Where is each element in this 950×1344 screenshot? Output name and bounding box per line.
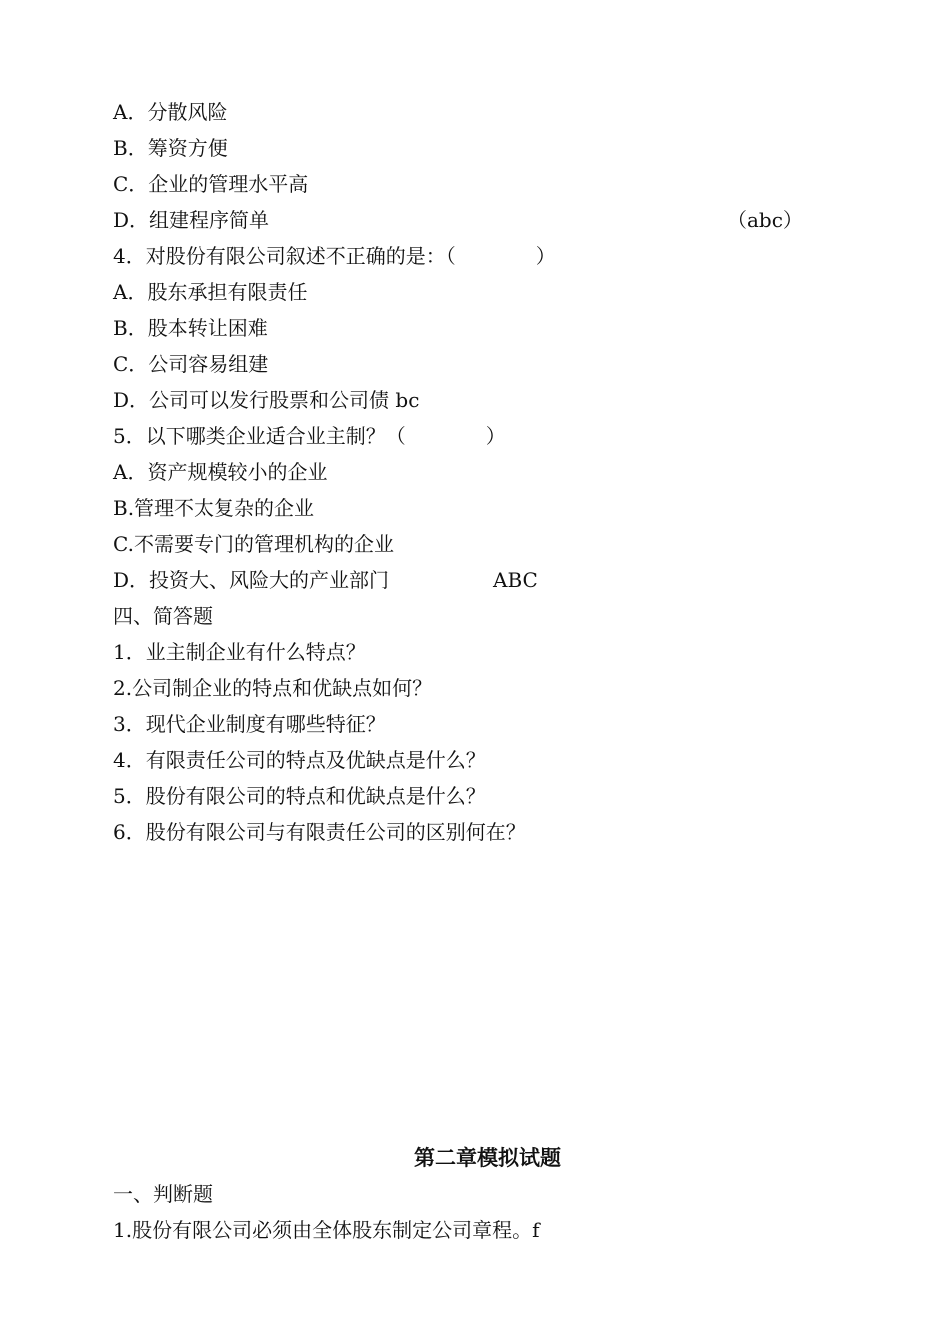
chapter2-title: 第二章模拟试题 xyxy=(414,1146,561,1170)
q3-option-b: B．筹资方便 xyxy=(113,136,228,160)
chapter2-section1-heading: 一、判断题 xyxy=(113,1182,213,1206)
section4-item: 5．股份有限公司的特点和优缺点是什么？ xyxy=(113,784,486,808)
section4-item: 4．有限责任公司的特点及优缺点是什么？ xyxy=(113,748,486,772)
q5-option-a: A．资产规模较小的企业 xyxy=(113,460,328,484)
q4-option-a: A．股东承担有限责任 xyxy=(113,280,308,304)
q4-option-c: C．公司容易组建 xyxy=(113,352,269,376)
q3-option-d: D．组建程序简单 xyxy=(113,208,270,232)
section4-item: 3．现代企业制度有哪些特征？ xyxy=(113,712,386,736)
q4-question: 4．对股份有限公司叙述不正确的是：（ ） xyxy=(113,244,556,268)
q3-option-c: C．企业的管理水平高 xyxy=(113,172,309,196)
q5-option-c: C.不需要专门的管理机构的企业 xyxy=(113,532,394,556)
q3-option-a: A．分散风险 xyxy=(113,100,228,124)
section4-heading: 四、简答题 xyxy=(113,604,213,628)
q5-question: 5．以下哪类企业适合业主制？（ ） xyxy=(113,424,506,448)
q4-option-b: B．股本转让困难 xyxy=(113,316,268,340)
chapter2-item-1: 1.股份有限公司必须由全体股东制定公司章程。f xyxy=(113,1218,540,1242)
section4-item: 1．业主制企业有什么特点？ xyxy=(113,640,366,664)
section4-item: 2.公司制企业的特点和优缺点如何？ xyxy=(113,676,433,700)
q3-answer: （abc） xyxy=(727,208,803,232)
q5-option-d: D．投资大、风险大的产业部门 xyxy=(113,568,390,592)
q4-option-d: D．公司可以发行股票和公司债 bc xyxy=(113,388,420,412)
section4-item: 6．股份有限公司与有限责任公司的区别何在？ xyxy=(113,820,526,844)
q5-answer: ABC xyxy=(493,568,538,592)
q5-option-b: B.管理不太复杂的企业 xyxy=(113,496,315,520)
